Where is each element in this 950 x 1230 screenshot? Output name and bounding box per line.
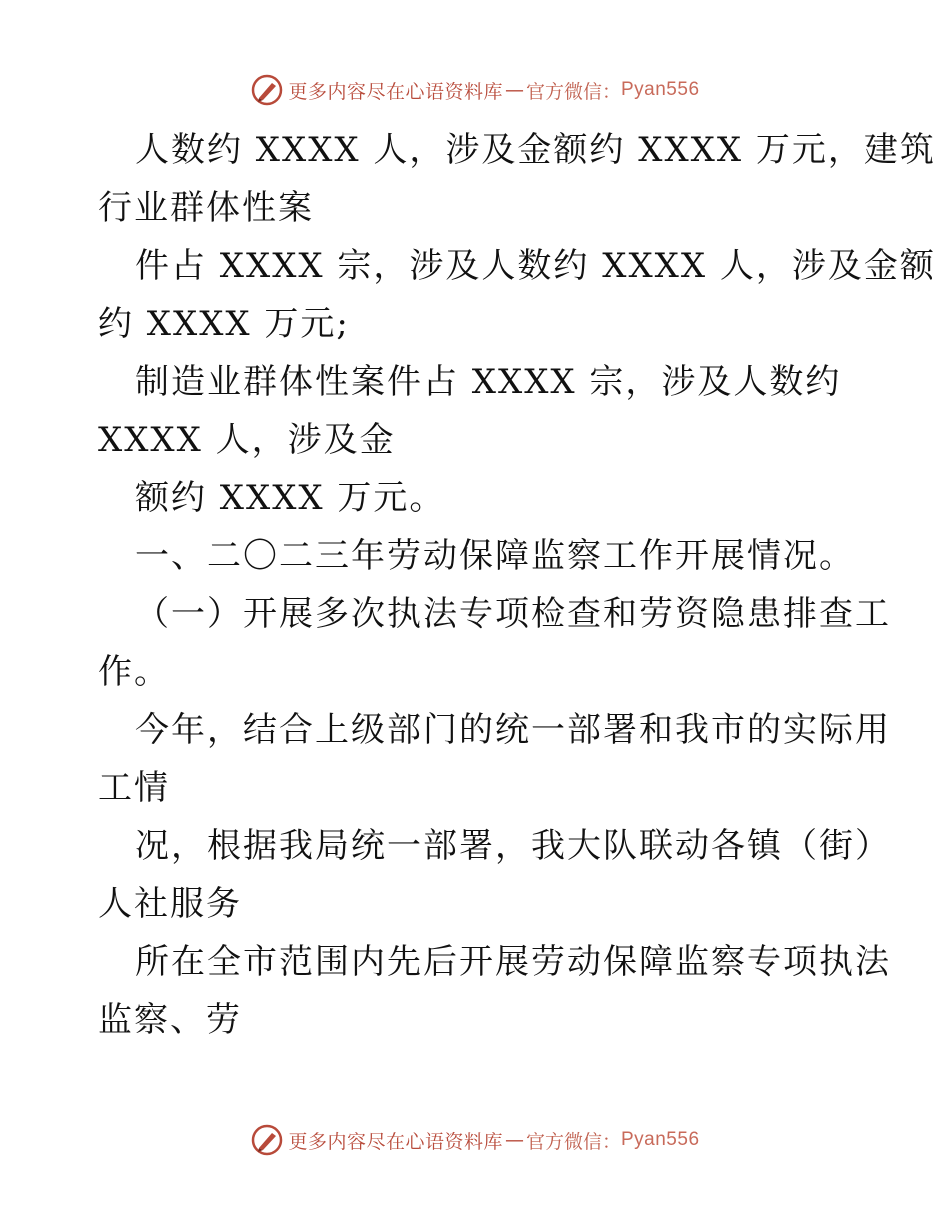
text-line: 所在全市范围内先后开展劳动保障监察专项执法 bbox=[135, 942, 891, 982]
text-line: 人社服务 bbox=[98, 884, 242, 924]
watermark-main-text: 更多内容尽在心语资料库 bbox=[288, 1130, 503, 1153]
watermark-header bbox=[0, 70, 950, 110]
watermark-dash: — bbox=[504, 79, 524, 101]
text-line: 制造业群体性案件占 XXXX 宗，涉及人数约 bbox=[135, 362, 842, 402]
text-line: 工情 bbox=[98, 768, 170, 808]
subsection-heading: （一）开展多次执法专项检查和劳资隐患排查工 bbox=[135, 594, 891, 634]
watermark-wechat-label: 官方微信： bbox=[525, 80, 621, 103]
text-line: 人数约 XXXX 人，涉及金额约 XXXX 万元，建筑 bbox=[135, 130, 936, 170]
text-line: 行业群体性案 bbox=[98, 188, 314, 228]
section-heading: 一、二〇二三年劳动保障监察工作开展情况。 bbox=[135, 536, 855, 576]
pen-logo-icon bbox=[250, 1123, 284, 1157]
watermark-wechat-label: 官方微信： bbox=[525, 1130, 621, 1153]
text-line: XXXX 人，涉及金 bbox=[98, 420, 396, 460]
watermark-wechat-id: Pyan556 bbox=[621, 79, 700, 100]
text-line: 作。 bbox=[98, 652, 170, 692]
text-line: 况，根据我局统一部署，我大队联动各镇（街） bbox=[135, 826, 891, 866]
watermark-footer bbox=[0, 1120, 950, 1160]
text-line: 件占 XXXX 宗，涉及人数约 XXXX 人，涉及金额 bbox=[135, 246, 936, 286]
text-line: 监察、劳 bbox=[98, 1000, 242, 1040]
text-line: 约 XXXX 万元; bbox=[98, 304, 350, 344]
text-line: 额约 XXXX 万元。 bbox=[135, 478, 446, 518]
document-body bbox=[98, 121, 936, 1049]
text-line: 今年，结合上级部门的统一部署和我市的实际用 bbox=[135, 710, 891, 750]
watermark-dash: — bbox=[504, 1129, 524, 1151]
watermark-main-text: 更多内容尽在心语资料库 bbox=[288, 80, 503, 103]
watermark-wechat-id: Pyan556 bbox=[621, 1129, 700, 1150]
pen-logo-icon bbox=[250, 73, 284, 107]
